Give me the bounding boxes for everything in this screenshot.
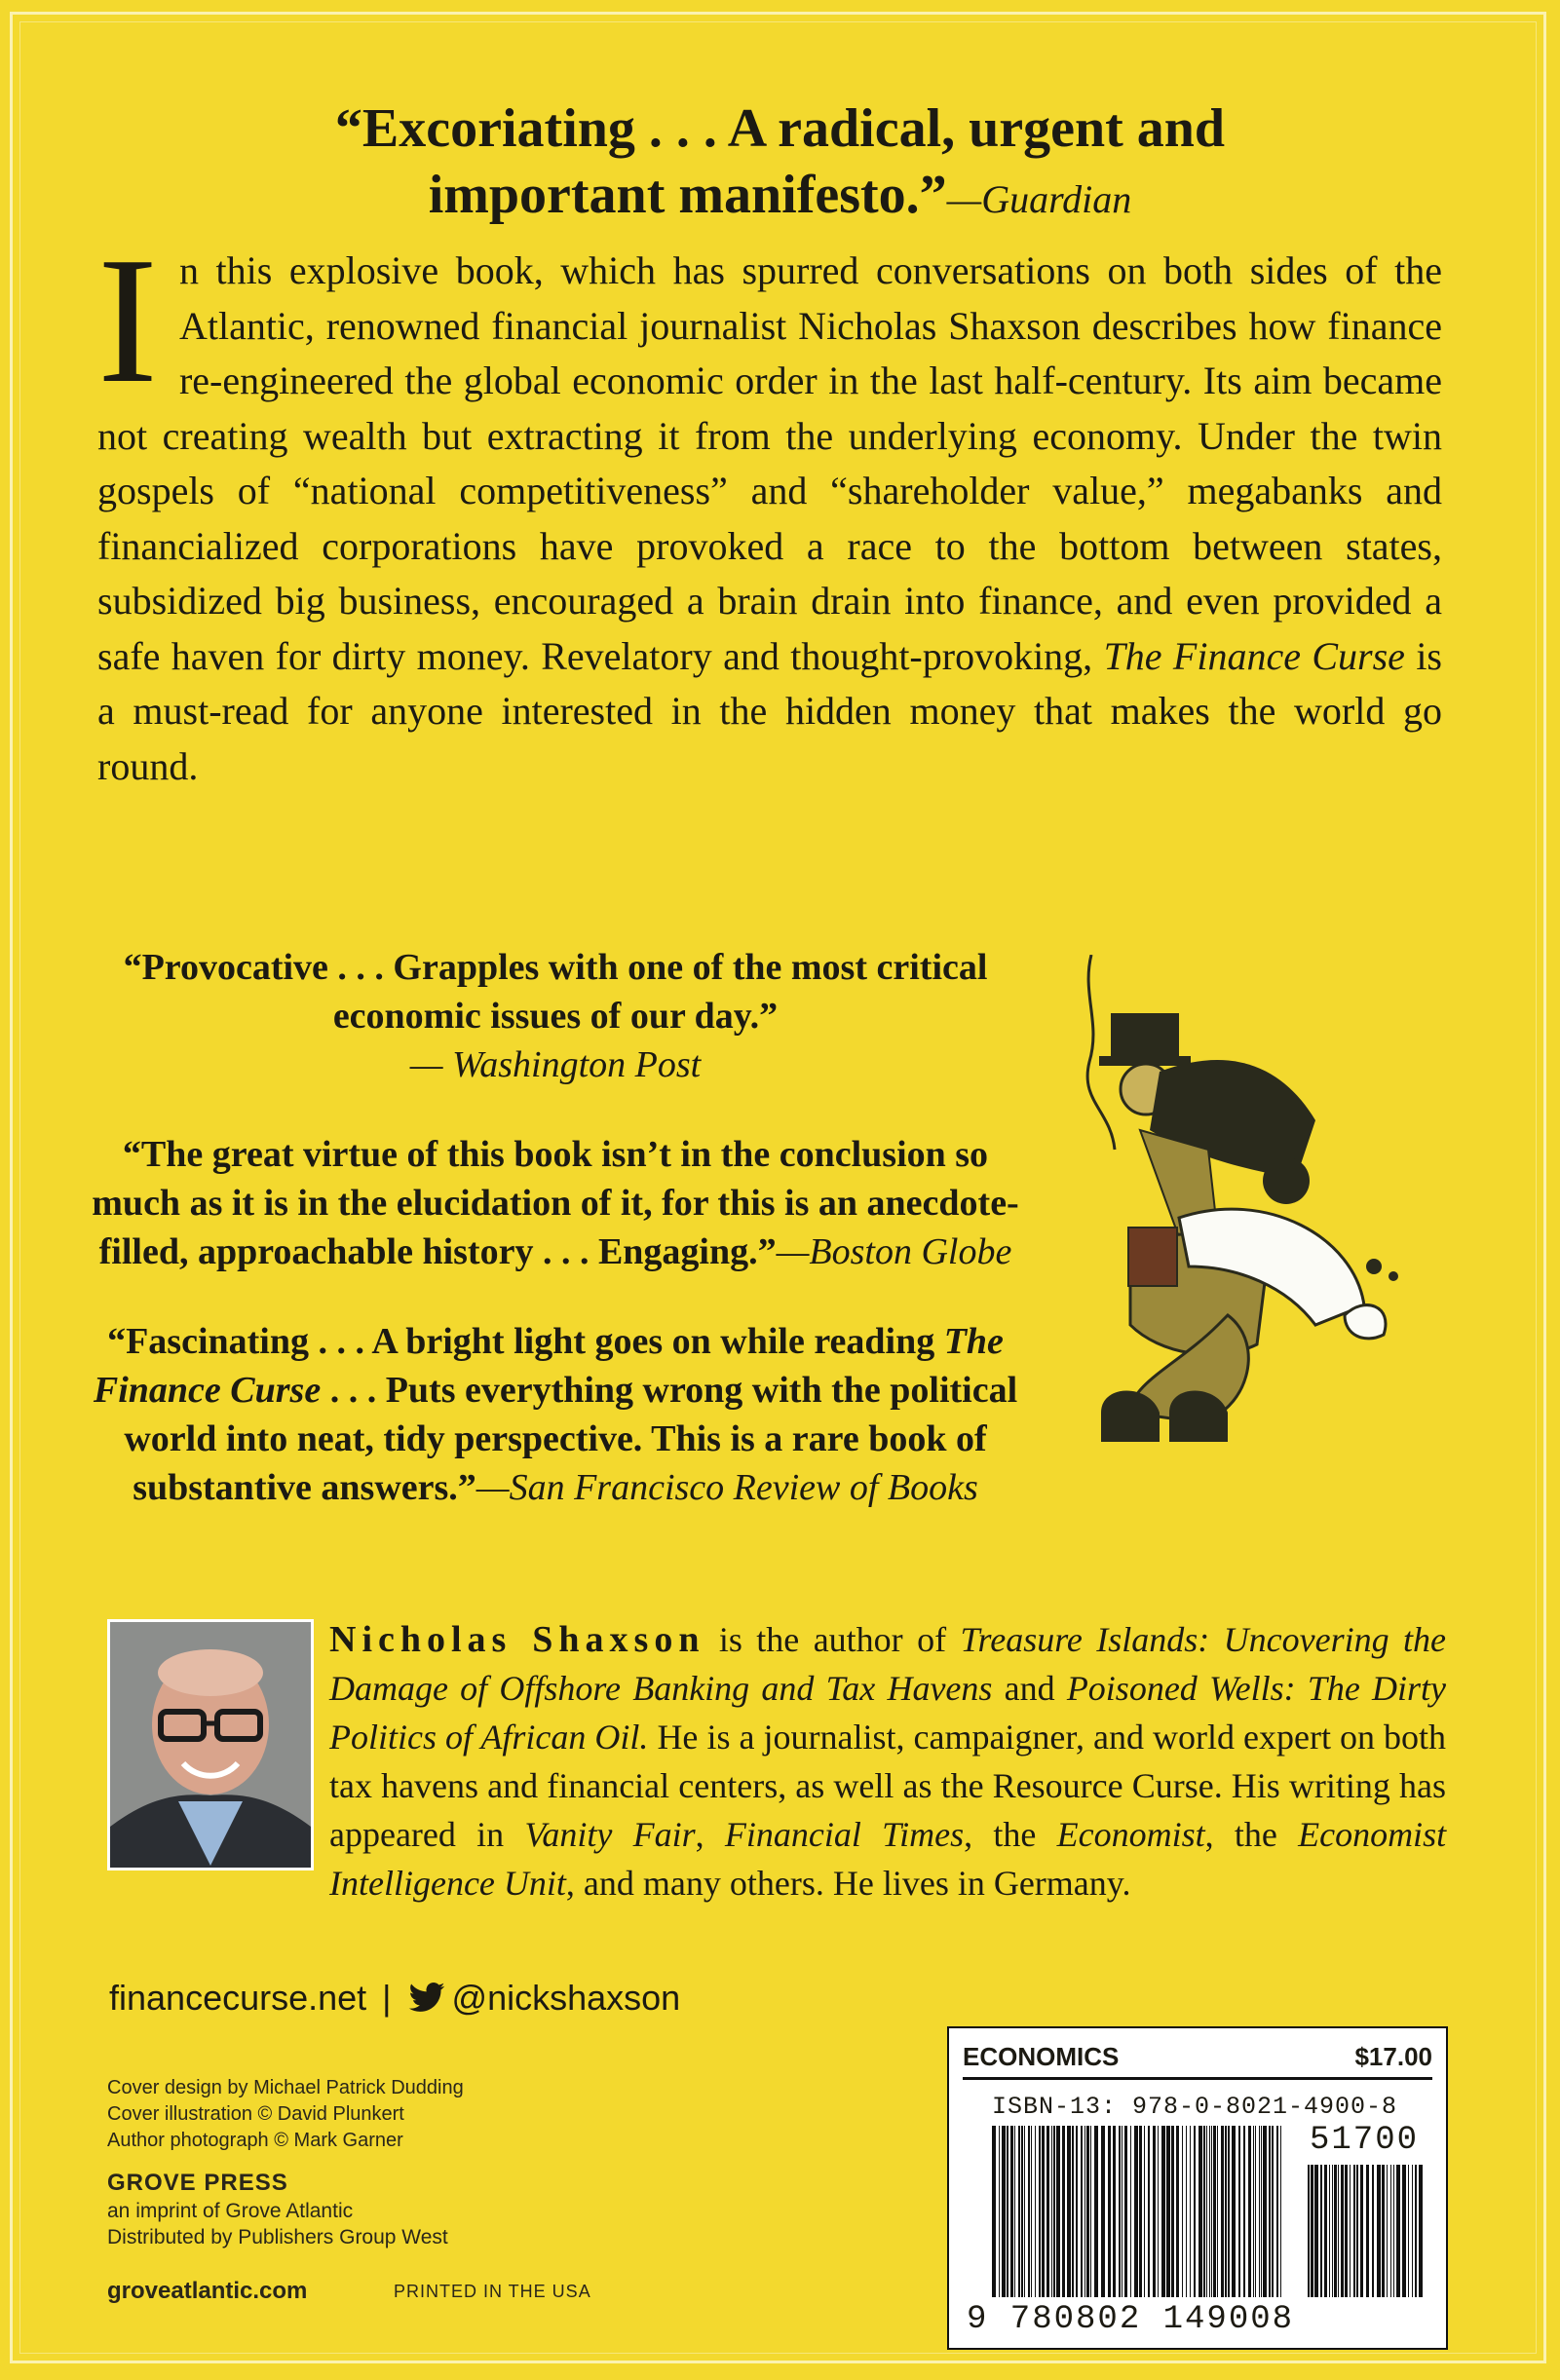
barcode-bar	[1072, 2126, 1074, 2297]
barcode-bar	[1377, 2165, 1381, 2297]
quote-washington-post	[78, 943, 1033, 1089]
intro-text-end: is a must-read for anyone interested in the hidden money that makes the world go round.	[97, 633, 1442, 788]
barcode-bar	[1320, 2165, 1322, 2297]
barcode-bar	[1228, 2126, 1230, 2297]
quote-sf-review	[78, 1317, 1033, 1512]
barcode-bar	[1081, 2126, 1083, 2297]
bio-text: the	[993, 1815, 1037, 1854]
barcode-bar	[1148, 2126, 1150, 2297]
barcode-bar	[1056, 2126, 1060, 2297]
bio-text: He is a journalist, campaigner, and world expert on both tax havens and financial centers, as well as the Resource Curse. His writing has appeared in	[329, 1718, 1446, 1854]
intro-text: n this explosive book, which has spurred conversations on both sides of the Atlantic, renowned financial journalist Nicholas Shaxson describes how finance re-engineered the global economic order in the last half-century. Its aim became not creating wealth but extracting it from the underlying economy. Under the twin gospels of “national competitiveness” and “shareholder value,” megabanks and financialized corporations have provoked a race to the bottom between states, subsidized big business, encouraged a brain drain into finance, and even provided a safe haven for dirty money. Revelatory and thought-provoking,	[97, 248, 1442, 678]
barcode-bar	[1402, 2165, 1406, 2297]
barcode-bar	[1130, 2126, 1131, 2297]
barcode-bar	[1243, 2126, 1245, 2297]
barcode-bar	[1387, 2165, 1388, 2297]
website-link[interactable]: financecurse.net	[109, 1978, 367, 2018]
barcode-bar	[1024, 2126, 1025, 2297]
barcode-bar	[1203, 2126, 1205, 2297]
barcode-bar	[1311, 2165, 1313, 2297]
credit-line: Cover illustration © David Plunkert	[107, 2103, 404, 2125]
barcode-bar	[1139, 2126, 1142, 2297]
barcode-bar	[1280, 2126, 1281, 2297]
publisher-name: GROVE PRESS	[107, 2170, 288, 2196]
barcode-bar	[1272, 2126, 1274, 2297]
barcode-bar	[1217, 2126, 1218, 2297]
barcode-bar	[1314, 2165, 1318, 2297]
barcode-bar	[1176, 2126, 1179, 2297]
author-name: Nicholas Shaxson	[329, 1619, 705, 1660]
bio-pub-2: Financial Times	[724, 1815, 965, 1854]
barcode-bar	[1042, 2126, 1045, 2297]
headline-line-2-wrap	[0, 162, 1560, 233]
barcode-bar	[1010, 2126, 1013, 2297]
barcode-bar	[1360, 2165, 1363, 2297]
barcode-bar	[1263, 2126, 1267, 2297]
barcode-bar	[1090, 2126, 1091, 2297]
barcode-bar	[1412, 2165, 1413, 2297]
bio-text: and many others. He lives in Germany.	[583, 1864, 1131, 1903]
barcode-bar	[1211, 2126, 1212, 2297]
barcode-bar	[1232, 2126, 1236, 2297]
publisher-distributor: Distributed by Publishers Group West	[107, 2226, 448, 2248]
barcode-bar	[1035, 2126, 1036, 2297]
barcode-bar	[1190, 2126, 1191, 2297]
barcode-bar	[1382, 2165, 1385, 2297]
barcode-bar	[1419, 2165, 1423, 2297]
quote-text: “Fascinating . . . A bright light goes on while reading	[107, 1321, 935, 1362]
bio-text: and	[1004, 1669, 1055, 1708]
barcode-bar	[1062, 2126, 1065, 2297]
barcode-bar	[1238, 2126, 1240, 2297]
barcode-bar	[1308, 2165, 1310, 2297]
barcode-bar	[1324, 2165, 1327, 2297]
barcode-digits: 9 780802 149008	[967, 2301, 1295, 2338]
barcode-bar	[1186, 2126, 1187, 2297]
headline-attribution: —Guardian	[946, 177, 1132, 221]
barcode-bar	[1269, 2126, 1271, 2297]
bio-pub-4: Economist Intelligence Unit	[329, 1815, 1447, 1903]
barcode-bar	[1345, 2165, 1348, 2297]
barcode-bar	[1396, 2165, 1400, 2297]
barcode-price: $17.00	[1354, 2042, 1432, 2071]
twitter-handle[interactable]: @nickshaxson	[451, 1978, 681, 2018]
drop-cap: I	[97, 220, 158, 421]
barcode-bar	[1182, 2126, 1183, 2297]
link-separator: |	[382, 1978, 392, 2018]
publisher-website[interactable]: groveatlantic.com	[107, 2278, 308, 2304]
barcode-bar	[1225, 2126, 1227, 2297]
publisher-imprint: an imprint of Grove Atlantic	[107, 2200, 354, 2222]
barcode-bar	[1253, 2126, 1254, 2297]
barcode-bar	[1415, 2165, 1417, 2297]
barcode-bar	[1053, 2126, 1055, 2297]
barcode-bar	[1276, 2126, 1278, 2297]
bio-text: the	[1234, 1815, 1277, 1854]
twitter-icon	[407, 1979, 446, 2018]
bio-book-2: Poisoned Wells: The Dirty Politics of African Oil.	[329, 1669, 1447, 1757]
barcode-bar	[1206, 2126, 1207, 2297]
barcode-bar	[1199, 2126, 1202, 2297]
barcode-bar	[1209, 2126, 1210, 2297]
barcode-bar	[1046, 2126, 1049, 2297]
quote-text-post: . . . Puts everything wrong with the political world into neat, tidy perspective. This is a rare book of substantive answers.”	[124, 1370, 1018, 1508]
barcode-bar	[1158, 2126, 1159, 2297]
isbn-text: ISBN-13: 978-0-8021-4900-8	[992, 2093, 1398, 2121]
barcode-bar	[1221, 2126, 1224, 2297]
headline-line-1: “Excoriating . . . A radical, urgent and	[334, 98, 1226, 159]
bio-pub-1: Vanity Fair	[524, 1815, 696, 1854]
barcode-header	[963, 2038, 1432, 2080]
author-links	[109, 1974, 680, 2022]
review-quotes	[78, 943, 1033, 1553]
barcode-bar	[1341, 2165, 1344, 2297]
barcode-addon: 51700	[1310, 2122, 1420, 2159]
quote-boston-globe	[78, 1130, 1033, 1276]
headline-line-2: important manifesto.”	[428, 165, 947, 225]
barcode-bar	[1113, 2126, 1116, 2297]
barcode-bar	[1018, 2126, 1020, 2297]
intro-book-title: The Finance Curse	[1103, 633, 1405, 678]
quote-source: — Washington Post	[409, 1044, 702, 1085]
barcode-bar	[1171, 2126, 1174, 2297]
barcode-bar	[1084, 2126, 1085, 2297]
barcode-bar	[992, 2126, 996, 2297]
barcode-bar	[1153, 2126, 1156, 2297]
cover-credits	[107, 2075, 464, 2154]
barcode-bar	[1007, 2126, 1008, 2297]
barcode-bar	[999, 2126, 1000, 2297]
barcode-bar	[1356, 2165, 1358, 2297]
barcode-bar	[1213, 2126, 1216, 2297]
barcode-bar	[1248, 2126, 1251, 2297]
barcode-bar	[1166, 2126, 1170, 2297]
printed-in: PRINTED IN THE USA	[394, 2282, 591, 2301]
quote-text: “The great virtue of this book isn’t in the conclusion so much as it is in the elucidation of it, for this is an anecdote-filled, approachable history . . . Engaging.”	[92, 1134, 1019, 1272]
barcode-bar	[1119, 2126, 1121, 2297]
quote-text: “Provocative . . . Grapples with one of the most critical economic issues of our day.”	[123, 947, 988, 1037]
barcode-bar	[1086, 2126, 1089, 2297]
barcode-bar	[1390, 2165, 1391, 2297]
headline-quote	[0, 95, 1560, 233]
barcode-bar	[1134, 2126, 1138, 2297]
author-bio: Nicholas Shaxson is the author of Treasure Islands: Uncovering the Damage of Offshore Banking and Tax Havens and Poisoned Wells: The Dirty Politics of African Oil. He is a journalist, campaigner, and world expert on both tax havens and financial centers, as well as the Resource Curse. His writing has appeared in Vanity Fair, Financial Times, the Economist, the Economist Intelligence Unit, and many others. He lives in Germany.	[329, 1619, 1447, 1903]
barcode-bar	[1028, 2126, 1030, 2297]
barcode-label	[947, 2026, 1448, 2350]
barcode-bar	[1161, 2126, 1165, 2297]
barcode-bar	[1002, 2126, 1006, 2297]
barcode-bar	[1108, 2126, 1111, 2297]
barcode-bars	[992, 2126, 1284, 2297]
barcode-bar	[1101, 2126, 1105, 2297]
barcode-category: ECONOMICS	[963, 2042, 1120, 2071]
bio-pub-3: Economist	[1056, 1815, 1205, 1854]
barcode-bar	[1094, 2126, 1098, 2297]
credit-line: Author photograph © Mark Garner	[107, 2130, 403, 2151]
barcode-bar	[1329, 2165, 1330, 2297]
quote-source: —Boston Globe	[776, 1231, 1012, 1272]
barcode-bar	[1021, 2126, 1023, 2297]
barcode-bar	[1039, 2126, 1041, 2297]
barcode-bar	[1076, 2126, 1078, 2297]
quote-source: —San Francisco Review of Books	[476, 1467, 978, 1508]
barcode-bar	[1259, 2126, 1260, 2297]
intro-paragraph	[97, 220, 1442, 794]
bio-text: is the author of	[718, 1620, 947, 1659]
barcode-bar	[1014, 2126, 1015, 2297]
barcode-bar	[1334, 2165, 1337, 2297]
barcode-bar	[1051, 2126, 1052, 2297]
barcode-bar	[1353, 2165, 1355, 2297]
barcode-bar	[1366, 2165, 1369, 2297]
barcode-bar	[1332, 2165, 1333, 2297]
barcode-bar	[1408, 2165, 1409, 2297]
barcode-bar	[1393, 2165, 1394, 2297]
banker-illustration	[1072, 955, 1462, 1481]
credit-line: Cover design by Michael Patrick Dudding	[107, 2077, 464, 2098]
barcode-bar	[1255, 2126, 1256, 2297]
barcode-bar	[1194, 2126, 1196, 2297]
barcode-bar	[1067, 2126, 1071, 2297]
barcode-bar	[1338, 2165, 1339, 2297]
barcode-bar	[1124, 2126, 1127, 2297]
barcode-bar	[1350, 2165, 1351, 2297]
barcode-bar	[1144, 2126, 1145, 2297]
barcode-bar	[1372, 2165, 1374, 2297]
publisher-block	[107, 2169, 448, 2250]
quote-book-title: The Finance Curse	[93, 1321, 1004, 1411]
bio-book-1: Treasure Islands: Uncovering the Damage of Offshore Banking and Tax Havens	[329, 1620, 1447, 1708]
barcode-addon-bars	[1308, 2165, 1427, 2297]
barcode-bar	[1261, 2126, 1262, 2297]
barcode-bar	[1031, 2126, 1032, 2297]
